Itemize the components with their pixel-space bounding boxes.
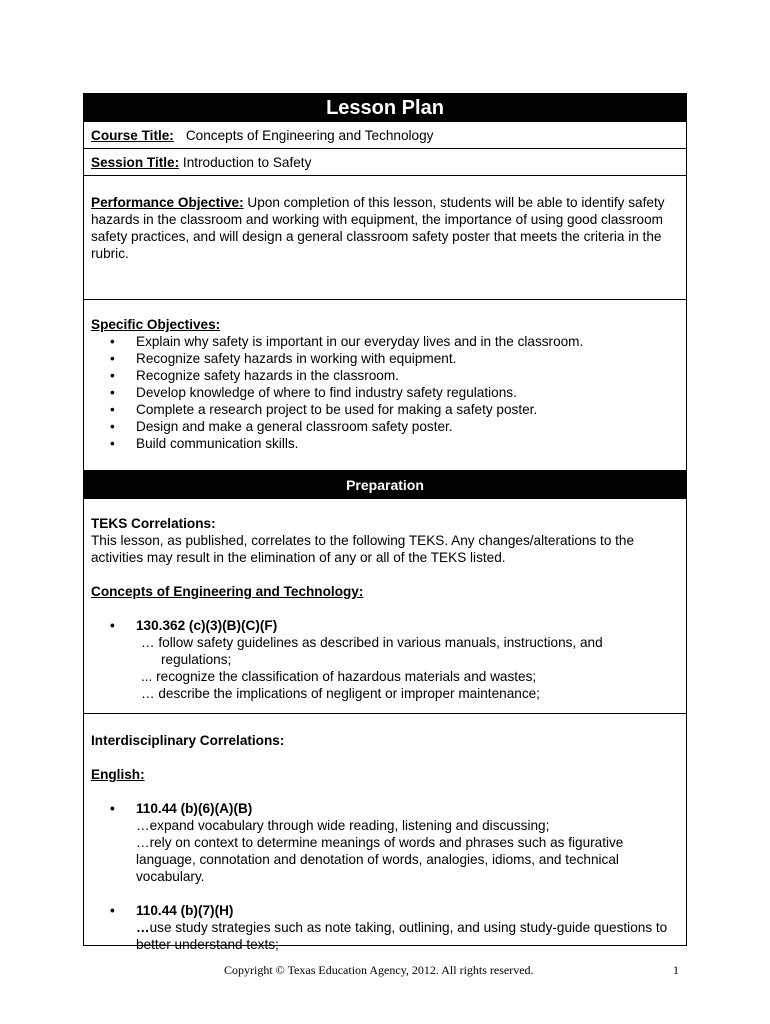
teks-text-line: activities may result in the elimination of any or all of the TEKS listed.: [91, 550, 506, 565]
english-heading: English:: [91, 767, 145, 782]
session-title-value: Introduction to Safety: [182, 154, 312, 170]
performance-objective-line: Upon completion of this lesson, students will be able to identify safety: [247, 195, 665, 210]
specific-objectives-label: Specific Objectives:: [91, 317, 221, 332]
course-title-row: [84, 122, 686, 149]
specific-objectives-list: [91, 333, 679, 452]
objective-item: • Explain why safety is important in our everyday lives and in the classroom.: [136, 333, 679, 350]
performance-objective-line: safety practices, and will design a general classroom safety poster that meets the criteria in the: [91, 229, 662, 244]
teks-label: TEKS Correlations:: [91, 516, 216, 531]
teks-detail-line: ... recognize the classification of hazardous materials and wastes;: [141, 669, 537, 684]
specific-objectives-section: [84, 300, 686, 471]
english-detail-line: vocabulary.: [136, 869, 205, 884]
teks-section: [84, 499, 686, 714]
page-number: 1: [673, 963, 679, 977]
english-list: [91, 800, 679, 817]
course-title-label: Course Title:: [91, 127, 174, 143]
performance-objective-line: hazards in the classroom and working with equipment, the importance of using good classroom: [91, 212, 663, 227]
teks-subject-heading: Concepts of Engineering and Technology:: [91, 584, 364, 599]
english-code: • 110.44 (b)(6)(A)(B): [136, 800, 679, 817]
session-title-row: [84, 149, 686, 176]
copyright-text: Copyright © Texas Education Agency, 2012. All rights reserved.: [224, 963, 534, 977]
english-list: [91, 902, 679, 919]
preparation-header: [84, 471, 686, 499]
performance-objective-section: [84, 176, 686, 300]
course-title-value: Concepts of Engineering and Technology: [185, 127, 434, 143]
objective-item: • Recognize safety hazards in working with equipment.: [136, 350, 679, 367]
performance-objective-line: rubric.: [91, 246, 129, 261]
interdisciplinary-label: Interdisciplinary Correlations:: [91, 733, 285, 748]
objective-item: • Build communication skills.: [136, 435, 679, 452]
english-detail-line: better understand texts;: [136, 937, 279, 952]
english-detail-line: language, connotation and denotation of words, analogies, idioms, and technical: [136, 852, 619, 867]
performance-objective-label: Performance Objective:: [91, 195, 244, 210]
teks-code: • 130.362 (c)(3)(B)(C)(F): [136, 617, 679, 634]
teks-detail-line: … describe the implications of negligent or improper maintenance;: [141, 686, 540, 701]
lesson-plan-header: [84, 94, 686, 122]
english-detail-lead: …: [136, 920, 150, 935]
english-detail-line: …rely on context to determine meanings of words and phrases such as figurative: [136, 835, 624, 850]
teks-detail-line: regulations;: [161, 652, 232, 667]
objective-item: • Design and make a general classroom safety poster.: [136, 418, 679, 435]
lesson-plan-title: Lesson Plan: [326, 97, 444, 119]
objective-item: • Complete a research project to be used for making a safety poster.: [136, 401, 679, 418]
objective-item: • Recognize safety hazards in the classroom.: [136, 367, 679, 384]
session-title-label: Session Title:: [91, 154, 180, 170]
objective-item: • Develop knowledge of where to find industry safety regulations.: [136, 384, 679, 401]
english-detail-line: …expand vocabulary through wide reading, listening and discussing;: [136, 818, 550, 833]
teks-text-line: This lesson, as published, correlates to the following TEKS. Any changes/alterations to the: [91, 533, 635, 548]
english-detail-line: use study strategies such as note taking, outlining, and using study-guide questions to: [149, 920, 668, 935]
english-code: • 110.44 (b)(7)(H): [136, 902, 679, 919]
teks-list: [91, 617, 679, 634]
lesson-plan-table: [83, 93, 687, 952]
preparation-title: Preparation: [346, 477, 424, 493]
interdisciplinary-section: [84, 714, 686, 952]
teks-detail-line: … follow safety guidelines as described in various manuals, instructions, and: [141, 635, 603, 650]
